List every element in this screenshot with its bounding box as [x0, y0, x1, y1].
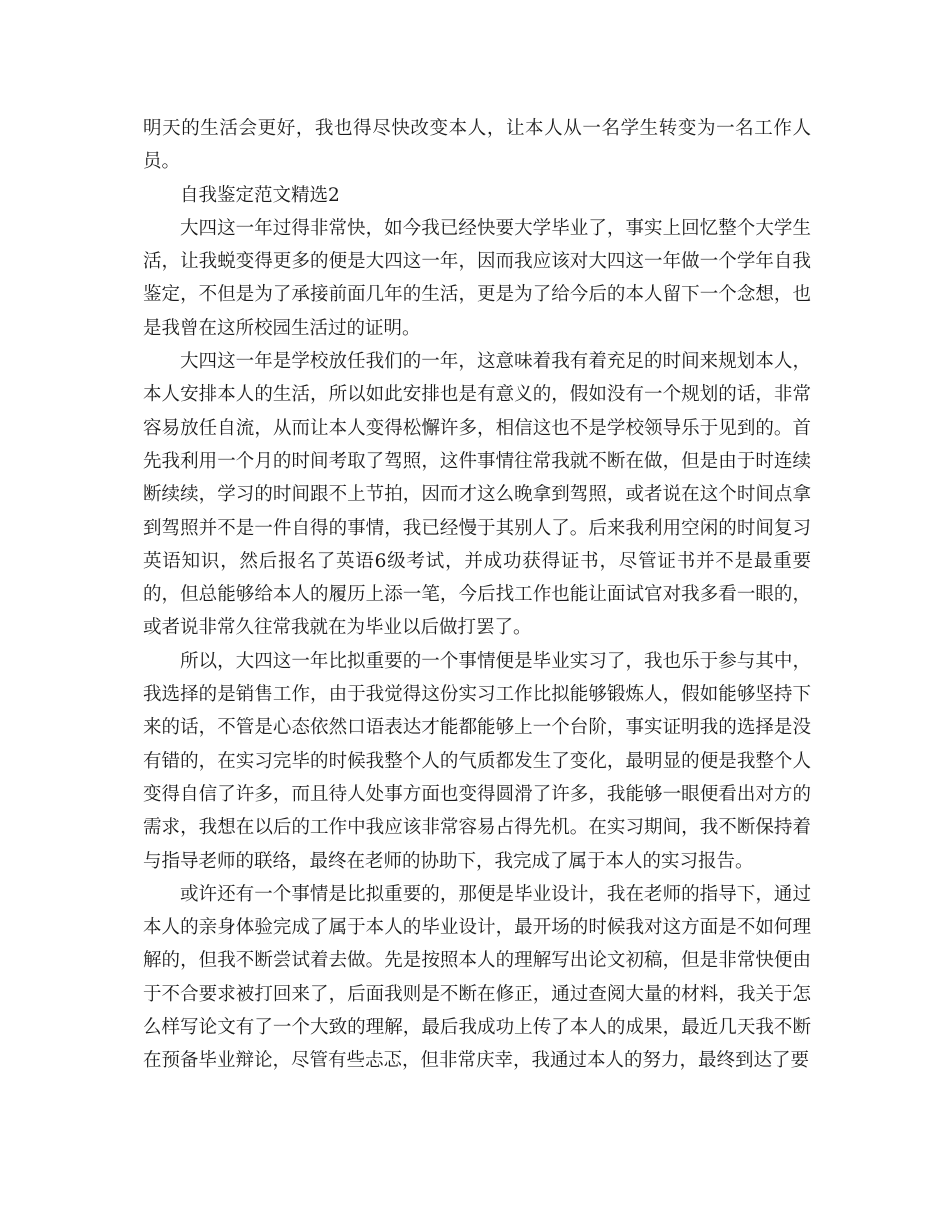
section-heading: 自我鉴定范文精选2: [180, 184, 340, 206]
paragraph-intro: 大四这一年过得非常快，如今我已经快要大学毕业了，事实上回忆整个大学生活，让我蜕变得更多的便是大四这一年，因而我应该对大四这一年做一个学年自我鉴定，不但是为了承接前面几年的生活，更是为了给今后的本人留下一个念想，也是我曾在这所校园生活过的证明。: [143, 217, 811, 339]
paragraph-planning: 大四这一年是学校放任我们的一年，这意味着我有着充足的时间来规划本人，本人安排本人的生活，所以如此安排也是有意义的，假如没有一个规划的话，非常容易放任自流，从而让本人变得松懈许多，相信这也不是学校领导乐于见到的。首先我利用一个月的时间考取了驾照，这件事情往常我就不断在做，但是由于时连续断续续，学习的时间跟不上节拍，因而才这么晚拿到驾照，或者说在这个时间点拿到驾照并不是一件自得的事情，我已经慢于其别人了。后来我利用空闲的时间复习英语知识，然后报名了英语6级考试，并成功获得证书，尽管证书并不是最重要的，但总能够给本人的履历上添一笔，今后找工作也能让面试官对我多看一眼的，或者说非常久往常我就在为毕业以后做打罢了。: [143, 351, 811, 639]
paragraph-internship: 所以，大四这一年比拟重要的一个事情便是毕业实习了，我也乐于参与其中，我选择的是销售工作，由于我觉得这份实习工作比拟能够锻炼人，假如能够坚持下来的话，不管是心态依然口语表达才能都能够上一个台阶，事实证明我的选择是没有错的，在实习完毕的时候我整个人的气质都发生了变化，最明显的便是我整个人变得自信了许多，而且待人处事方面也变得圆滑了许多，我能够一眼便看出对方的需求，我想在以后的工作中我应该非常容易占得先机。在实习期间，我不断保持着与指导老师的联络，最终在老师的协助下，我完成了属于本人的实习报告。: [143, 650, 811, 872]
paragraph-continuation: 明天的生活会更好，我也得尽快改变本人，让本人从一名学生转变为一名工作人员。: [143, 118, 811, 173]
paragraph-graduation-design: 或许还有一个事情是比拟重要的，那便是毕业设计，我在老师的指导下，通过本人的亲身体验完成了属于本人的毕业设计，最开场的时候我对这方面是不如何理解的，但我不断尝试着去做。先是按照本人的理解写出论文初稿，但是非常快便由于不合要求被打回来了，后面我则是不断在修正，通过查阅大量的材料，我关于怎么样写论文有了一个大致的理解，最后我成功上传了本人的成果，最近几天我不断在预备毕业辩论，尽管有些忐忑，但非常庆幸，我通过本人的努力，最终到达了要: [143, 883, 811, 1072]
document-body: [143, 112, 811, 1078]
